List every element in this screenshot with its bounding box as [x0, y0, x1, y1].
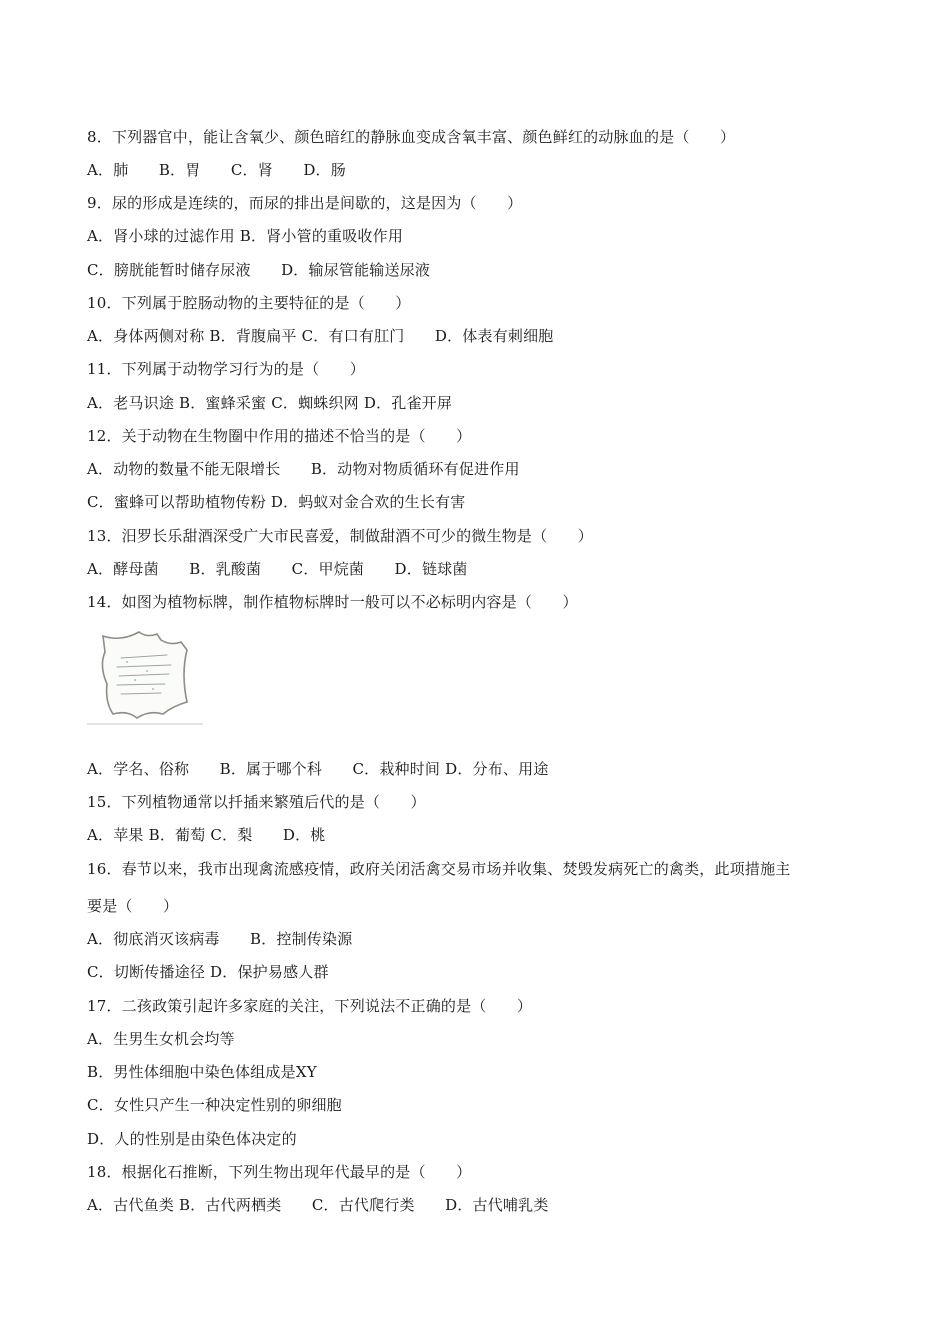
q12-stem: 12．关于动物在生物圈中作用的描述不恰当的是（ ）	[87, 427, 472, 445]
q9-stem: 9．尿的形成是连续的，而尿的排出是间歇的，这是因为（ ）	[87, 194, 523, 212]
q17-option-b: B．男性体细胞中染色体组成是XY	[87, 1063, 317, 1081]
q16-options-ab: A．彻底消灭该病毒 B．控制传染源	[87, 930, 353, 948]
q8-stem: 8．下列器官中，能让含氧少、颜色暗红的静脉血变成含氧丰富、颜色鲜红的动脉血的是（ ）	[87, 128, 736, 146]
q18-options: A．古代鱼类 B．古代两栖类 C．古代爬行类 D．古代哺乳类	[87, 1196, 549, 1214]
q17-option-d: D．人的性别是由染色体决定的	[87, 1130, 297, 1148]
q17-stem: 17．二孩政策引起许多家庭的关注，下列说法不正确的是（ ）	[87, 997, 533, 1015]
q15-stem: 15．下列植物通常以扦插来繁殖后代的是（ ）	[87, 793, 426, 811]
q11-options: A．老马识途 B．蜜蜂采蜜 C．蜘蛛织网 D．孔雀开屏	[87, 394, 453, 412]
q16-options-cd: C．切断传播途径 D．保护易感人群	[87, 963, 329, 981]
q14-options: A．学名、俗称 B．属于哪个科 C．栽种时间 D．分布、用途	[87, 760, 549, 778]
q9-options-ab: A．肾小球的过滤作用 B．肾小管的重吸收作用	[87, 227, 404, 245]
q10-stem: 10．下列属于腔肠动物的主要特征的是（ ）	[87, 294, 411, 312]
q11-stem: 11．下列属于动物学习行为的是（ ）	[87, 360, 365, 378]
q14-stem: 14．如图为植物标牌，制作植物标牌时一般可以不必标明内容是（ ）	[87, 593, 578, 611]
q9-options-cd: C．膀胱能暂时储存尿液 D．输尿管能输送尿液	[87, 261, 431, 279]
q15-options: A．苹果 B．葡萄 C．梨 D．桃	[87, 826, 326, 844]
q13-options: A．酵母菌 B．乳酸菌 C．甲烷菌 D．链球菌	[87, 560, 468, 578]
q17-option-a: A．生男生女机会均等	[87, 1030, 235, 1048]
q10-options: A．身体两侧对称 B．背腹扁平 C．有口有肛门 D．体表有刺细胞	[87, 327, 554, 345]
q16-stem: 16．春节以来，我市出现禽流感疫情，政府关闭活禽交易市场并收集、焚毁发病死亡的禽类，此项措施主	[87, 860, 791, 878]
q16-stem-cont: 要是（ ）	[87, 897, 179, 915]
plant-label-figure	[87, 622, 205, 726]
q18-stem: 18．根据化石推断，下列生物出现年代最早的是（ ）	[87, 1163, 472, 1181]
q13-stem: 13．汨罗长乐甜酒深受广大市民喜爱，制做甜酒不可少的微生物是（ ）	[87, 527, 593, 545]
q17-option-c: C．女性只产生一种决定性别的卵细胞	[87, 1096, 342, 1114]
q12-options-ab: A．动物的数量不能无限增长 B．动物对物质循环有促进作用	[87, 460, 520, 478]
q12-options-cd: C．蜜蜂可以帮助植物传粉 D．蚂蚁对金合欢的生长有害	[87, 493, 466, 511]
q8-options: A．肺 B．胃 C．肾 D．肠	[87, 161, 346, 179]
